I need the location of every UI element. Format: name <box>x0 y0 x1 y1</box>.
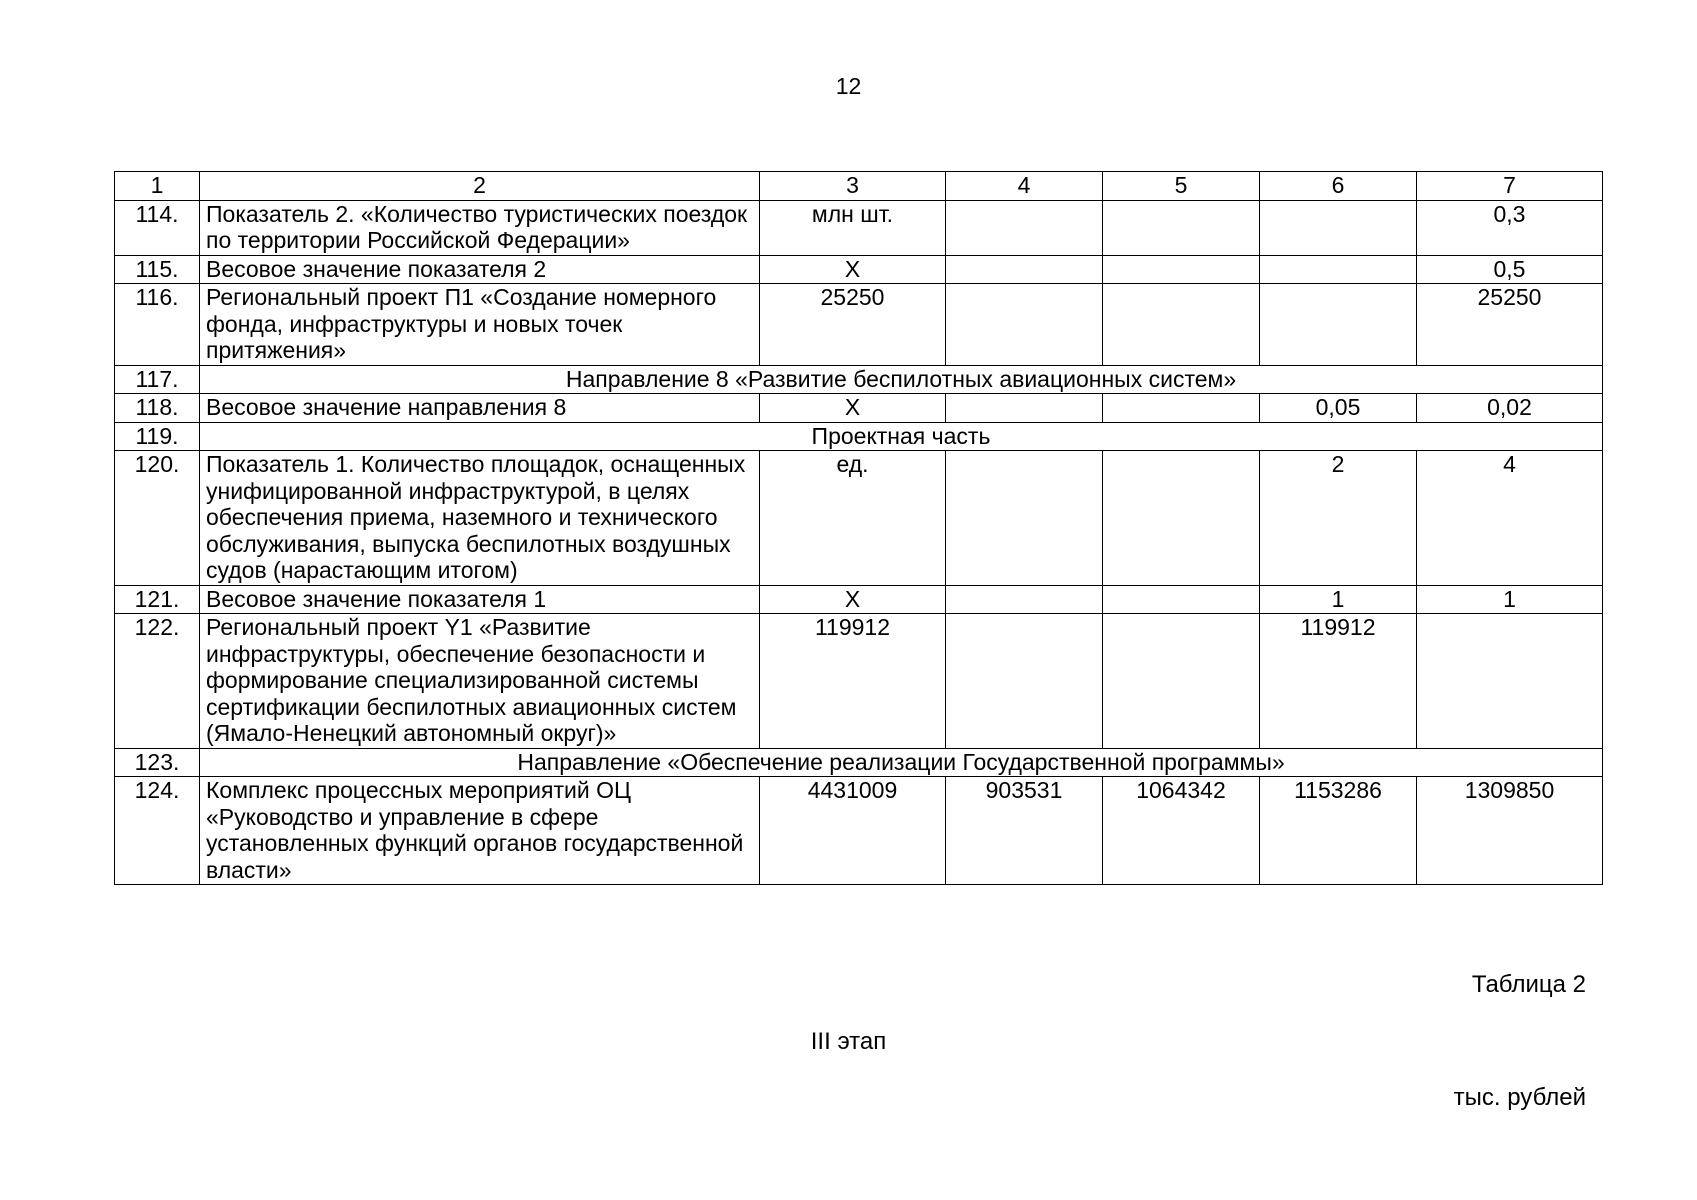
table-row <box>115 255 1603 284</box>
table-row <box>115 451 1603 586</box>
cell-col-5 <box>1103 451 1260 586</box>
table-section-row <box>115 365 1603 394</box>
column-header: 3 <box>760 172 946 201</box>
row-name: Весовое значение показателя 2 <box>200 255 760 284</box>
table-label: Таблица 2 <box>1471 971 1586 998</box>
cell-col-6: 1153286 <box>1260 777 1417 885</box>
cell-col-5 <box>1103 585 1260 614</box>
cell-col-3: млн шт. <box>760 200 946 255</box>
cell-col-4 <box>946 200 1103 255</box>
cell-col-7: 0,3 <box>1417 200 1603 255</box>
cell-col-6: 0,05 <box>1260 394 1417 423</box>
row-name: Весовое значение направления 8 <box>200 394 760 423</box>
page-number: 12 <box>835 73 862 99</box>
cell-col-4 <box>946 614 1103 749</box>
stage-title: III этап <box>810 1028 887 1055</box>
cell-col-4: 903531 <box>946 777 1103 885</box>
row-number: 115. <box>115 255 200 284</box>
section-heading: Проектная часть <box>200 422 1603 451</box>
cell-col-4 <box>946 585 1103 614</box>
row-name: Весовое значение показателя 1 <box>200 585 760 614</box>
cell-col-7: 25250 <box>1417 284 1603 366</box>
cell-col-5 <box>1103 255 1260 284</box>
cell-col-3: Х <box>760 585 946 614</box>
cell-col-7: 0,5 <box>1417 255 1603 284</box>
column-header: 5 <box>1103 172 1260 201</box>
row-number: 119. <box>115 422 200 451</box>
cell-col-7: 0,02 <box>1417 394 1603 423</box>
row-number: 123. <box>115 748 200 777</box>
cell-col-6 <box>1260 284 1417 366</box>
units-label: тыс. рублей <box>1453 1084 1586 1111</box>
row-name: Региональный проект Y1 «Развитие инфраструктуры, обеспечение безопасности и формирование специализированной системы сертификации беспилотных авиационных систем (Ямало-Ненецкий автономный округ)» <box>200 614 760 749</box>
row-number: 121. <box>115 585 200 614</box>
cell-col-7: 1 <box>1417 585 1603 614</box>
cell-col-6 <box>1260 255 1417 284</box>
row-name: Показатель 2. «Количество туристических поездок по территории Российской Федерации» <box>200 200 760 255</box>
column-header: 4 <box>946 172 1103 201</box>
table-row <box>115 585 1603 614</box>
row-number: 117. <box>115 365 200 394</box>
table-row <box>115 200 1603 255</box>
row-number: 124. <box>115 777 200 885</box>
table-section-row <box>115 422 1603 451</box>
cell-col-6: 119912 <box>1260 614 1417 749</box>
table-row <box>115 284 1603 366</box>
cell-col-3: Х <box>760 394 946 423</box>
row-number: 118. <box>115 394 200 423</box>
table-row <box>115 614 1603 749</box>
column-header: 7 <box>1417 172 1603 201</box>
row-number: 116. <box>115 284 200 366</box>
cell-col-5: 1064342 <box>1103 777 1260 885</box>
row-name: Региональный проект П1 «Создание номерного фонда, инфраструктуры и новых точек притяжения» <box>200 284 760 366</box>
row-number: 120. <box>115 451 200 586</box>
cell-col-3: ед. <box>760 451 946 586</box>
cell-col-7: 4 <box>1417 451 1603 586</box>
table-section-row <box>115 748 1603 777</box>
table-row <box>115 394 1603 423</box>
column-header: 6 <box>1260 172 1417 201</box>
table-row <box>115 777 1603 885</box>
table-header-row <box>115 172 1603 201</box>
cell-col-5 <box>1103 284 1260 366</box>
cell-col-7 <box>1417 614 1603 749</box>
cell-col-5 <box>1103 200 1260 255</box>
row-name: Комплекс процессных мероприятий ОЦ «Руководство и управление в сфере установленных функций органов государственной власти» <box>200 777 760 885</box>
cell-col-6: 2 <box>1260 451 1417 586</box>
cell-col-3: Х <box>760 255 946 284</box>
cell-col-4 <box>946 451 1103 586</box>
cell-col-4 <box>946 284 1103 366</box>
data-table <box>114 171 1603 885</box>
cell-col-6 <box>1260 200 1417 255</box>
section-heading: Направление 8 «Развитие беспилотных авиационных систем» <box>200 365 1603 394</box>
cell-col-3: 25250 <box>760 284 946 366</box>
cell-col-3: 4431009 <box>760 777 946 885</box>
cell-col-4 <box>946 255 1103 284</box>
column-header: 2 <box>200 172 760 201</box>
column-header: 1 <box>115 172 200 201</box>
cell-col-5 <box>1103 394 1260 423</box>
cell-col-4 <box>946 394 1103 423</box>
cell-col-7: 1309850 <box>1417 777 1603 885</box>
section-heading: Направление «Обеспечение реализации Государственной программы» <box>200 748 1603 777</box>
row-number: 122. <box>115 614 200 749</box>
row-number: 114. <box>115 200 200 255</box>
cell-col-5 <box>1103 614 1260 749</box>
cell-col-3: 119912 <box>760 614 946 749</box>
cell-col-6: 1 <box>1260 585 1417 614</box>
row-name: Показатель 1. Количество площадок, оснащенных унифицированной инфраструктурой, в целях обеспечения приема, наземного и технического обслуживания, выпуска беспилотных воздушных судов (нарастающим итогом) <box>200 451 760 586</box>
